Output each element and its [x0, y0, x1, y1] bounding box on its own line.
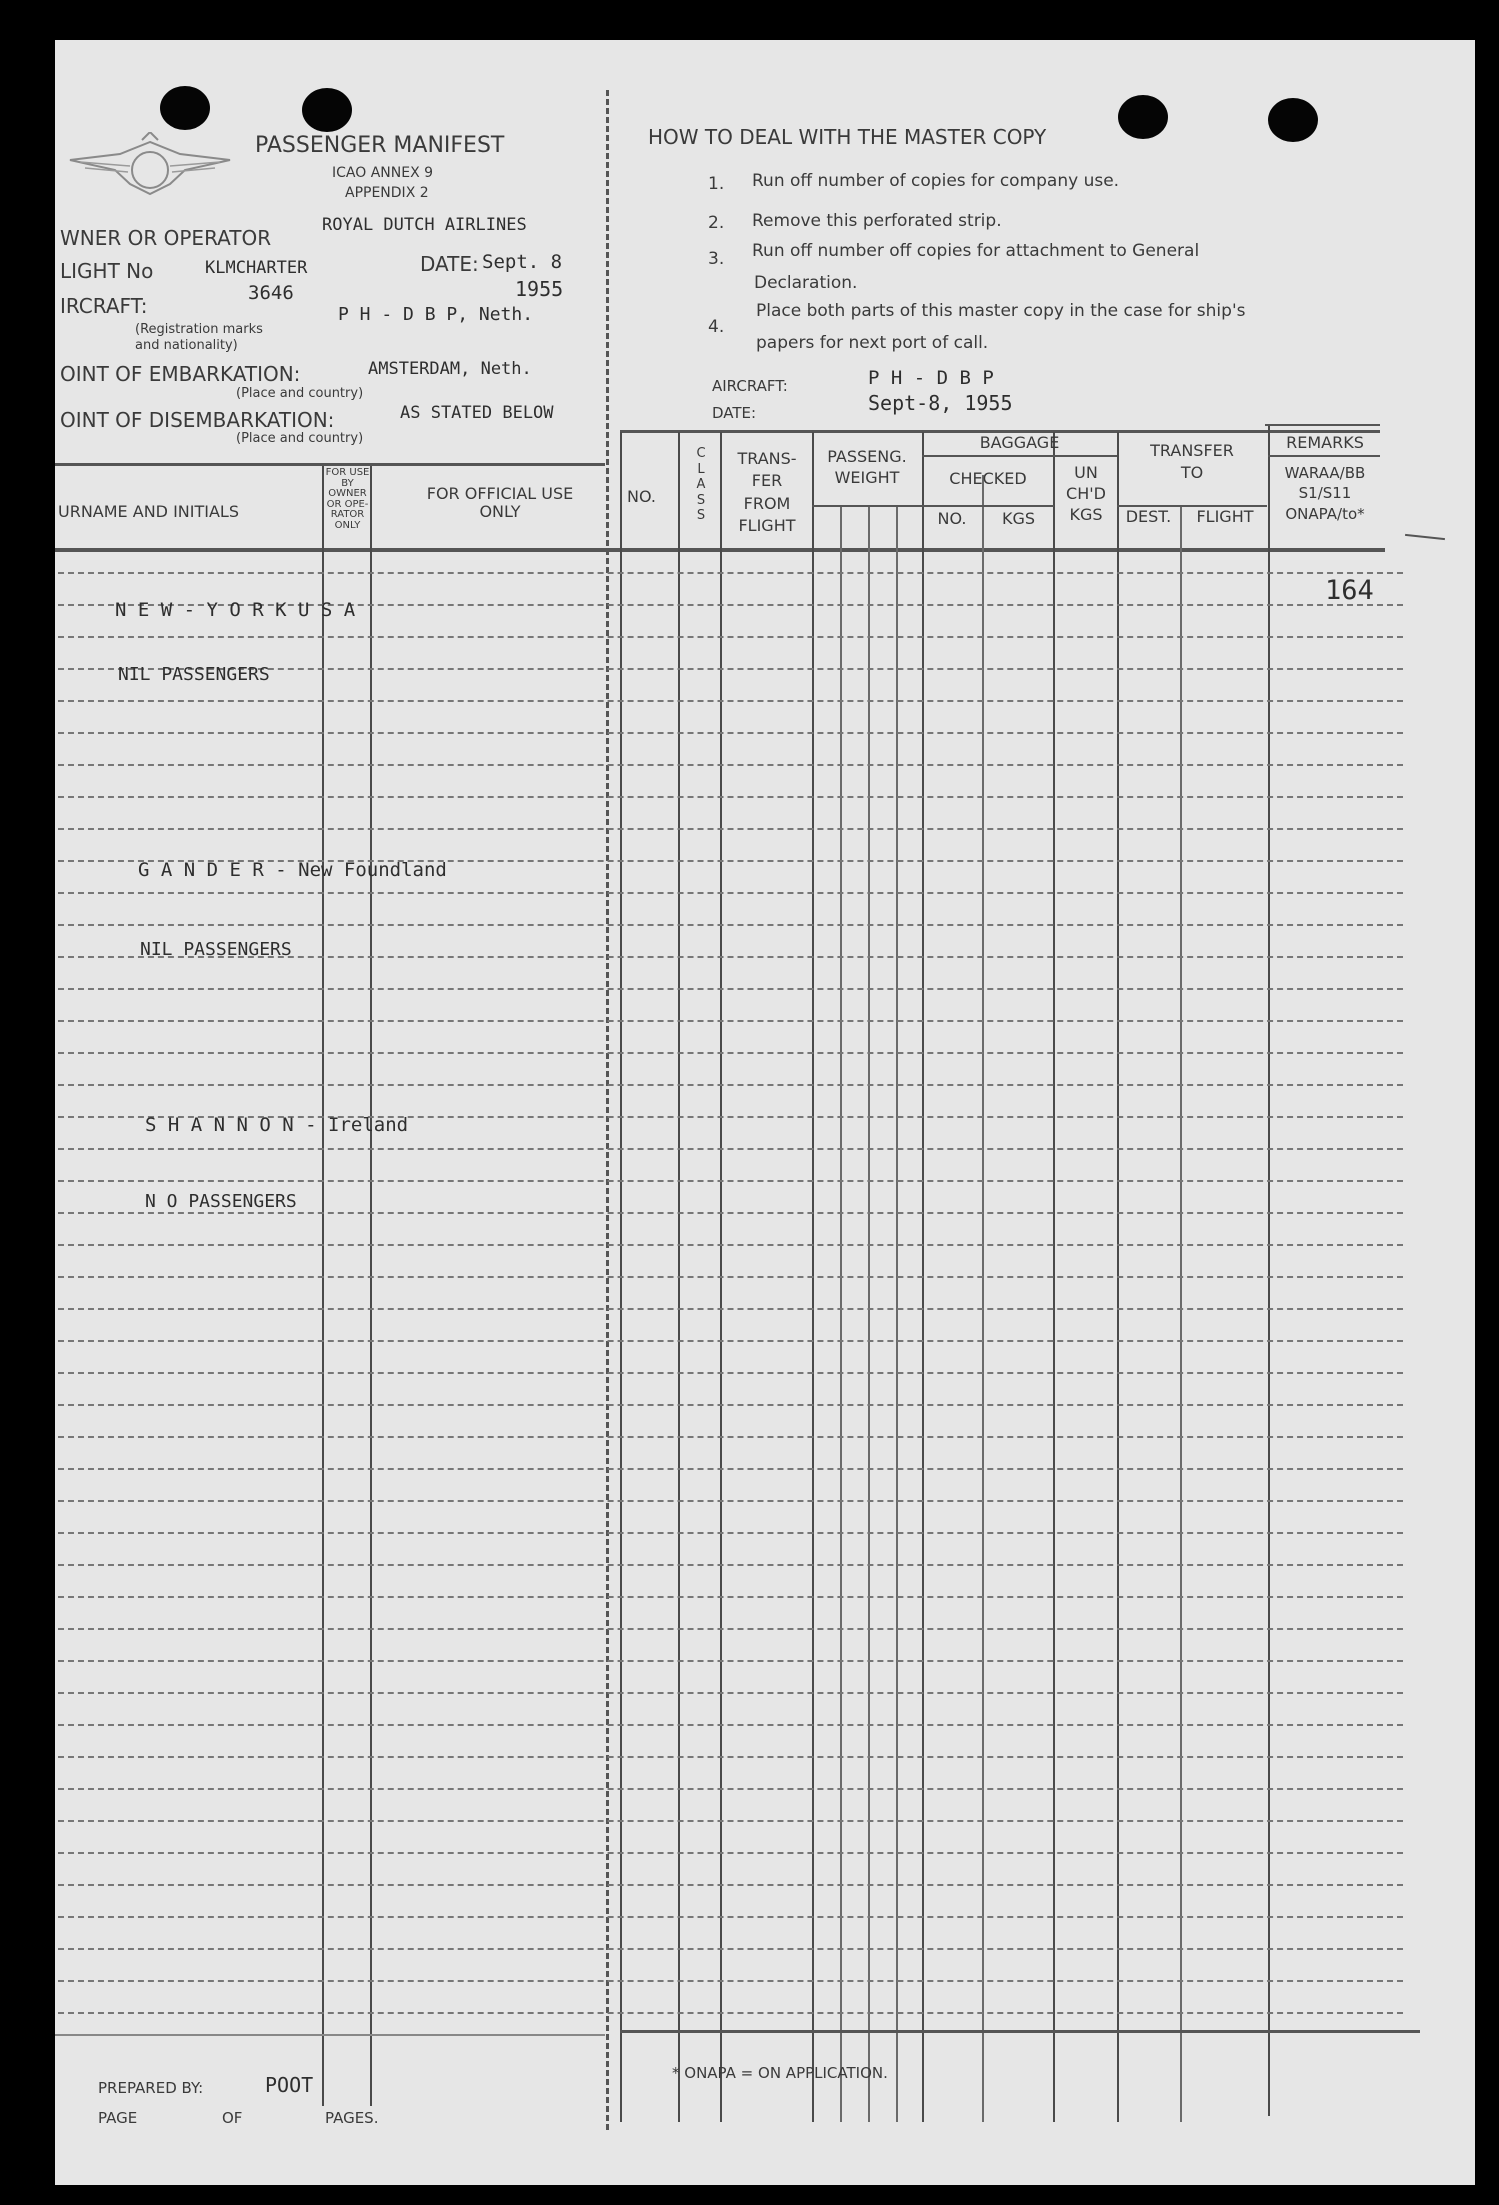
- header-rule: [922, 455, 1117, 457]
- col-owner-use-line: BY: [341, 477, 354, 489]
- row-line: [58, 1084, 1403, 1086]
- col-owner-use-line: OR OPE-: [326, 498, 369, 510]
- row-line: [58, 1372, 1403, 1374]
- header-rule: [922, 505, 1054, 507]
- col-owner-use-line: OWNER: [328, 488, 367, 499]
- embark-value: AMSTERDAM, Neth.: [368, 359, 532, 379]
- entry-place: N E W - Y O R K U S A: [115, 599, 356, 621]
- row-line: [58, 2012, 1403, 2014]
- row-line: [58, 988, 1403, 990]
- disembark-label: OINT OF DISEMBARKATION:: [60, 408, 335, 432]
- instruction-text: papers for next port of call.: [756, 333, 989, 353]
- registration-note: and nationality): [135, 338, 238, 353]
- owner-value: ROYAL DUTCH AIRLINES: [322, 215, 527, 235]
- perforation-line: [606, 90, 609, 2130]
- page-label: PAGE: [98, 2109, 138, 2127]
- col-transfer-to-line: TO: [1180, 463, 1204, 483]
- row-line: [58, 1916, 1403, 1918]
- row-line: [58, 1788, 1403, 1790]
- row-line: [58, 924, 1403, 926]
- col-owner-use-line: ONLY: [334, 519, 361, 531]
- col-official-line: FOR OFFICIAL USE: [426, 484, 574, 503]
- col-checked: CHECKED: [949, 469, 1027, 488]
- instruction-number: 1.: [708, 174, 725, 194]
- column-divider: [840, 505, 842, 2122]
- row-line: [58, 1180, 1403, 1182]
- disembark-note: (Place and country): [236, 431, 364, 446]
- col-checked-kgs: KGS: [1001, 509, 1036, 528]
- row-line: [58, 1948, 1403, 1950]
- row-line: [58, 892, 1403, 894]
- col-transfer-from: [722, 448, 812, 538]
- row-line: [58, 1532, 1403, 1534]
- column-divider: [868, 505, 870, 2122]
- row-line: [58, 572, 1403, 574]
- row-line: [58, 1404, 1403, 1406]
- row-line: [58, 1724, 1403, 1726]
- col-official-line: ONLY: [479, 501, 521, 521]
- col-remarks: REMARKS: [1286, 433, 1364, 452]
- column-divider: [322, 466, 324, 2106]
- row-line: [58, 764, 1403, 766]
- column-divider: [982, 475, 984, 2122]
- table-bottom-border: [55, 2034, 605, 2036]
- col-flight: FLIGHT: [1196, 507, 1254, 526]
- row-line: [58, 700, 1403, 702]
- col-no: NO.: [627, 487, 656, 506]
- col-class-letter: S: [696, 508, 706, 524]
- row-line: [58, 1468, 1403, 1470]
- col-owner-use-line: RATOR: [330, 509, 365, 520]
- instruction-text: Run off number off copies for attachment to General: [752, 241, 1200, 261]
- col-unchecked-line: CH'D: [1066, 483, 1106, 503]
- col-surname: URNAME AND INITIALS: [58, 502, 239, 521]
- col-owner-use-line: FOR USE: [325, 467, 370, 478]
- row-line: [58, 1884, 1403, 1886]
- instructions-title: HOW TO DEAL WITH THE MASTER COPY: [648, 125, 1047, 149]
- row-line: [58, 1244, 1403, 1246]
- right-date-value: Sept-8, 1955: [868, 391, 1013, 415]
- col-class-letter: C: [696, 446, 706, 461]
- column-divider: [370, 466, 372, 2106]
- row-line: [58, 636, 1403, 638]
- col-passeng-weight: [814, 447, 920, 489]
- instruction-text: Run off number of copies for company use.: [752, 171, 1120, 191]
- date-year: 1955: [515, 277, 564, 301]
- column-divider: [1180, 505, 1182, 2122]
- column-divider: [896, 505, 898, 2122]
- icao-annex: ICAO ANNEX 9: [332, 165, 434, 181]
- owner-label: WNER OR OPERATOR: [60, 226, 272, 250]
- instruction-text: Declaration.: [754, 273, 858, 293]
- row-line: [58, 1340, 1403, 1342]
- col-transfer-from-line: FROM: [743, 493, 791, 513]
- registration-note: (Registration marks: [135, 322, 263, 337]
- date-value: Sept. 8: [482, 251, 563, 273]
- header-rule: [812, 505, 922, 507]
- manifest-title: PASSENGER MANIFEST: [255, 133, 505, 158]
- right-aircraft-label: AIRCRAFT:: [712, 377, 788, 395]
- entry-note: NIL PASSENGERS: [140, 939, 292, 960]
- disembark-value: AS STATED BELOW: [400, 403, 554, 423]
- col-class-letter: A: [696, 477, 706, 493]
- row-line: [58, 796, 1403, 798]
- entry-note: N O PASSENGERS: [145, 1191, 297, 1212]
- pages-label: PAGES.: [325, 2109, 379, 2127]
- flight-value: KLMCHARTER: [205, 258, 308, 278]
- col-class-letter: S: [696, 492, 706, 508]
- row-line: [58, 1628, 1403, 1630]
- row-line: [58, 1148, 1403, 1150]
- col-unchecked-line: KGS: [1069, 504, 1103, 524]
- aircraft-label: IRCRAFT:: [60, 294, 148, 318]
- remarks-code: S1/S11: [1298, 484, 1352, 503]
- instruction-number: 2.: [708, 213, 725, 233]
- row-line: [58, 1308, 1403, 1310]
- remarks-code: ONAPA/to*: [1285, 504, 1365, 523]
- row-line: [58, 1052, 1403, 1054]
- col-transfer-to: [1117, 440, 1267, 485]
- col-transfer-to-line: TRANSFER: [1150, 441, 1234, 460]
- flight-label: LIGHT No: [60, 259, 154, 283]
- col-class: [684, 446, 718, 524]
- entry-place: S H A N N O N - Ireland: [145, 1114, 409, 1136]
- row-line: [58, 1756, 1403, 1758]
- table-border: [55, 463, 605, 466]
- appendix: APPENDIX 2: [345, 185, 429, 201]
- instruction-number: 3.: [708, 249, 725, 269]
- col-transfer-from-line: TRANS-: [737, 449, 797, 468]
- column-divider: [1268, 426, 1270, 2116]
- row-line: [58, 732, 1403, 734]
- row-line: [58, 1852, 1403, 1854]
- row-line: [58, 1660, 1403, 1662]
- row-line: [58, 1980, 1403, 1982]
- col-remarks-codes: [1270, 463, 1380, 524]
- row-line: [58, 1212, 1403, 1214]
- right-date-label: DATE:: [712, 404, 757, 422]
- table-border: [1265, 424, 1380, 426]
- col-unchecked-line: UN: [1074, 463, 1098, 482]
- entry-place: G A N D E R - New Foundland: [138, 859, 447, 881]
- row-line: [58, 1564, 1403, 1566]
- right-aircraft-value: P H - D B P: [868, 367, 994, 389]
- row-line: [58, 1276, 1403, 1278]
- col-class-letter: L: [697, 461, 705, 477]
- row-line: [58, 1500, 1403, 1502]
- instruction-text: Place both parts of this master copy in the case for ship's: [756, 301, 1246, 321]
- col-official: [380, 485, 620, 520]
- aircraft-value: P H - D B P, Neth.: [338, 304, 534, 325]
- embark-label: OINT OF EMBARKATION:: [60, 362, 301, 386]
- page-number: 164: [1325, 575, 1374, 606]
- col-transfer-from-line: FER: [751, 471, 783, 491]
- of-label: OF: [222, 2109, 243, 2127]
- col-owner-use: [325, 468, 370, 531]
- instruction-number: 4.: [708, 317, 725, 337]
- punch-hole: [1118, 95, 1168, 139]
- punch-hole: [160, 86, 210, 130]
- prepared-by-label: PREPARED BY:: [98, 2079, 204, 2097]
- prepared-by-value: POOT: [265, 2073, 314, 2097]
- row-line: [58, 1820, 1403, 1822]
- airline-wings-logo: [60, 132, 240, 212]
- table-bottom-border: [620, 2030, 1420, 2033]
- punch-hole: [1268, 98, 1318, 142]
- remarks-code: WARAA/BB: [1284, 464, 1366, 482]
- row-line: [58, 1692, 1403, 1694]
- col-passeng-weight-line: WEIGHT: [834, 467, 900, 487]
- header-rule: [1268, 455, 1380, 457]
- col-baggage: BAGGAGE: [979, 433, 1060, 452]
- row-line: [58, 1436, 1403, 1438]
- row-line: [58, 828, 1403, 830]
- flight-number: 3646: [248, 282, 294, 304]
- punch-hole: [302, 88, 352, 132]
- embark-note: (Place and country): [236, 386, 364, 401]
- col-passeng-weight-line: PASSENG.: [827, 447, 907, 466]
- date-label: DATE:: [420, 252, 479, 276]
- row-line: [58, 1596, 1403, 1598]
- col-unchecked: [1055, 463, 1117, 525]
- col-checked-no: NO.: [937, 509, 967, 528]
- row-line: [58, 1020, 1403, 1022]
- entry-note: NIL PASSENGERS: [118, 664, 270, 685]
- col-dest: DEST.: [1125, 507, 1172, 526]
- instruction-text: Remove this perforated strip.: [752, 211, 1002, 231]
- onapa-note: * ONAPA = ON APPLICATION.: [672, 2064, 888, 2082]
- col-transfer-from-line: FLIGHT: [738, 516, 796, 536]
